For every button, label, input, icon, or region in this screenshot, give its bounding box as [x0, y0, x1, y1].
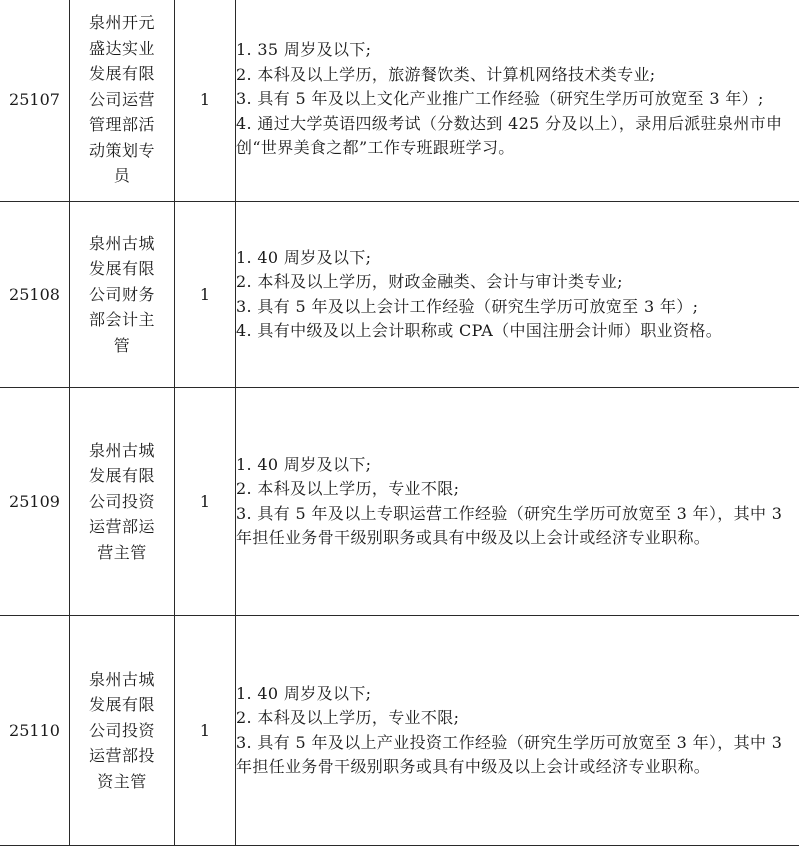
position-code: 25107	[0, 0, 70, 202]
position-name-cell	[70, 202, 175, 388]
requirement-item: 1. 35 周岁及以下;	[236, 38, 799, 63]
requirement-item: 3. 具有 5 年及以上会计工作经验（研究生学历可放宽至 3 年）;	[236, 295, 799, 320]
requirements-cell	[236, 388, 799, 616]
position-name: 泉州古城发展有限公司投资运营部投资主管	[88, 667, 157, 795]
hiring-count: 1	[175, 0, 236, 202]
position-name-cell	[70, 388, 175, 616]
requirement-item: 1. 40 周岁及以下;	[236, 246, 799, 271]
requirement-item: 3. 具有 5 年及以上文化产业推广工作经验（研究生学历可放宽至 3 年）;	[236, 87, 799, 112]
position-name: 泉州开元盛达实业发展有限公司运营管理部活动策划专员	[88, 10, 157, 189]
hiring-count: 1	[175, 616, 236, 846]
position-name-cell	[70, 0, 175, 202]
requirement-item: 2. 本科及以上学历，专业不限;	[236, 706, 799, 731]
requirements-cell	[236, 0, 799, 202]
requirement-item: 1. 40 周岁及以下;	[236, 682, 799, 707]
position-name: 泉州古城发展有限公司财务部会计主管	[88, 231, 157, 359]
table-row	[0, 0, 799, 202]
table-row	[0, 202, 799, 388]
requirement-item: 3. 具有 5 年及以上产业投资工作经验（研究生学历可放宽至 3 年），其中 3 年担任业务骨干级别职务或具有中级及以上会计或经济专业职称。	[236, 731, 799, 780]
hiring-count: 1	[175, 202, 236, 388]
requirement-item: 4. 具有中级及以上会计职称或 CPA（中国注册会计师）职业资格。	[236, 319, 799, 344]
position-name-cell	[70, 616, 175, 846]
requirement-item: 2. 本科及以上学历，专业不限;	[236, 477, 799, 502]
table-row	[0, 616, 799, 846]
table-row	[0, 388, 799, 616]
requirement-item: 2. 本科及以上学历，财政金融类、会计与审计类专业;	[236, 270, 799, 295]
position-name: 泉州古城发展有限公司投资运营部运营主管	[88, 438, 157, 566]
position-code: 25109	[0, 388, 70, 616]
requirement-item: 2. 本科及以上学历，旅游餐饮类、计算机网络技术类专业;	[236, 63, 799, 88]
requirement-item: 4. 通过大学英语四级考试（分数达到 425 分及以上），录用后派驻泉州市申创“世界美食之都”工作专班跟班学习。	[236, 112, 799, 161]
requirement-item: 3. 具有 5 年及以上专职运营工作经验（研究生学历可放宽至 3 年），其中 3 年担任业务骨干级别职务或具有中级及以上会计或经济专业职称。	[236, 502, 799, 551]
requirement-item: 1. 40 周岁及以下;	[236, 453, 799, 478]
hiring-count: 1	[175, 388, 236, 616]
requirements-cell	[236, 202, 799, 388]
requirements-cell	[236, 616, 799, 846]
position-code: 25108	[0, 202, 70, 388]
position-code: 25110	[0, 616, 70, 846]
